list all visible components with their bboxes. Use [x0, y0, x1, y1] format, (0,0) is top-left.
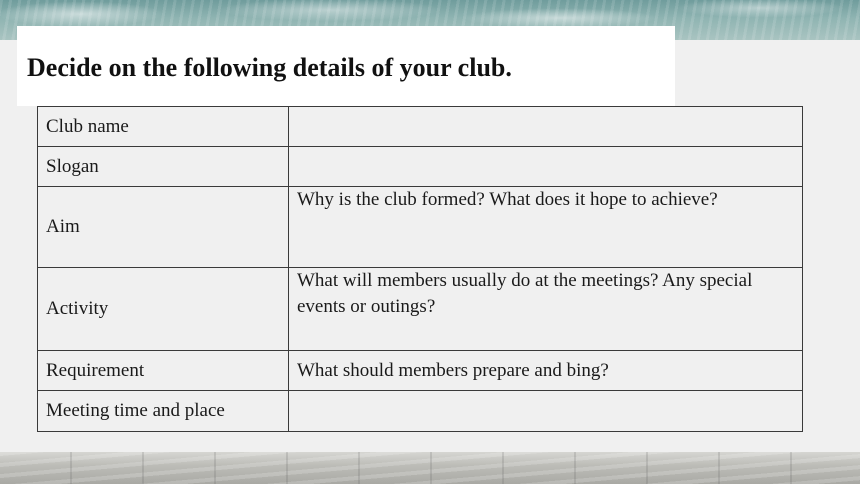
prompt-cell-aim: Why is the club formed? What does it hope to achieve?: [289, 187, 803, 268]
answer-cell-club-name: [289, 107, 803, 147]
answer-cell-meeting-time-place: [289, 391, 803, 432]
decorative-stone-floor: [0, 452, 860, 484]
page-title: Decide on the following details of your club.: [27, 53, 512, 82]
table-row-activity: [38, 268, 803, 351]
table-row-club-name: [38, 107, 803, 147]
club-details-table: [37, 106, 803, 432]
row-label: Slogan: [38, 147, 289, 187]
row-label: Club name: [38, 107, 289, 147]
prompt-cell-requirement: What should members prepare and bing?: [289, 351, 803, 391]
table-row-slogan: [38, 147, 803, 187]
prompt-cell-activity: What will members usually do at the meetings? Any special events or outings?: [289, 268, 803, 351]
table-row-aim: [38, 187, 803, 268]
row-label: Aim: [38, 187, 289, 268]
row-label: Requirement: [38, 351, 289, 391]
table-row-requirement: [38, 351, 803, 391]
row-label: Activity: [38, 268, 289, 351]
table-row-meeting-time-place: [38, 391, 803, 432]
row-label: Meeting time and place: [38, 391, 289, 432]
title-box: [17, 26, 675, 106]
answer-cell-slogan: [289, 147, 803, 187]
